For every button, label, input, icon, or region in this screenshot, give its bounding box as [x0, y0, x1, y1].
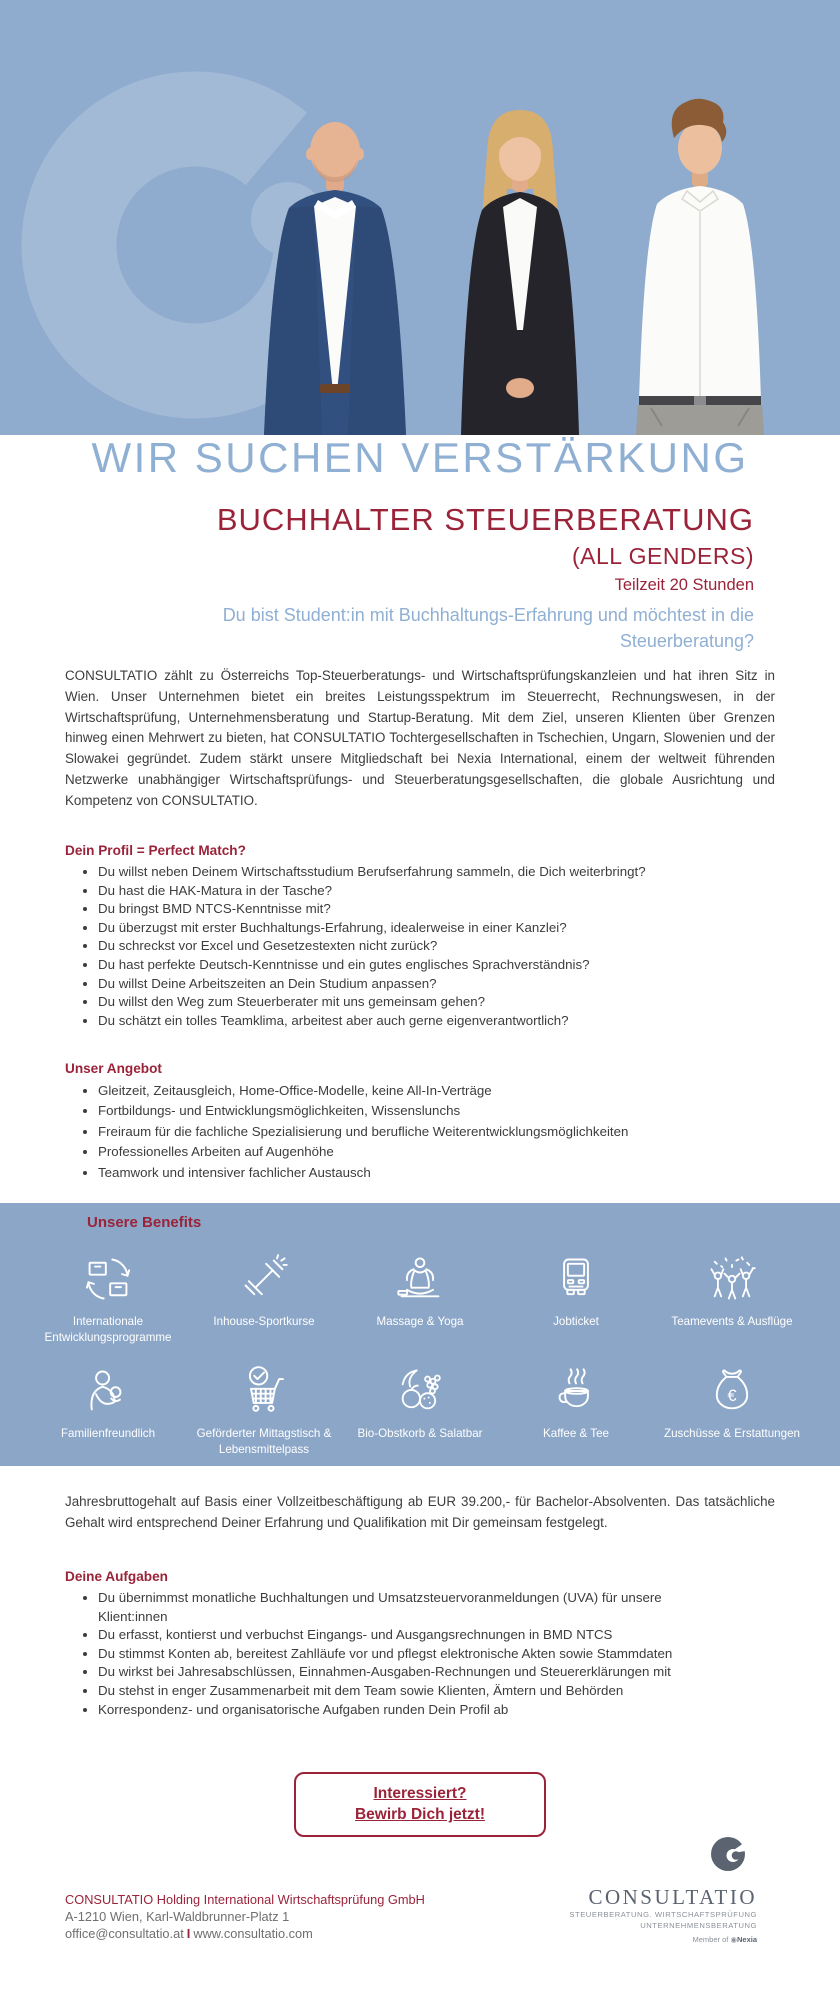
logo-member-line — [569, 1935, 757, 1944]
consultatio-logo — [569, 1834, 757, 1944]
footer-email-link[interactable]: office@consultatio.at — [65, 1926, 184, 1941]
logo-tagline-1: STEUERBERATUNG. WIRTSCHAFTSPRÜFUNG — [569, 1910, 757, 1919]
benefit-label: Kaffee & Tee — [543, 1427, 609, 1440]
job-hours: Teilzeit 20 Stunden — [614, 576, 754, 594]
section-offer-title: Unser Angebot — [65, 1061, 162, 1076]
list-item: • Du hast perfekte Deutsch-Kenntnisse und ein gutes englisches Sprachverständnis? — [98, 956, 777, 975]
list-item: • Du schreckst vor Excel und Gesetzestexten nicht zurück? — [98, 937, 777, 956]
list-item: • Du willst Deine Arbeitszeiten an Dein Studium anpassen? — [98, 975, 777, 994]
tram-icon — [550, 1247, 602, 1305]
profile-list — [65, 863, 777, 1030]
hero-photo-band — [0, 0, 840, 435]
footer-company-name: CONSULTATIO Holding International Wirtschaftsprüfung GmbH — [65, 1892, 425, 1907]
list-item: • Freiraum für die fachliche Spezialisierung und berufliche Weiterentwicklungsmöglichkeiten — [98, 1122, 777, 1142]
list-item: • Du willst neben Deinem Wirtschaftsstudium Berufserfahrung sammeln, die Dich weiterbringt? — [98, 863, 777, 882]
benefit-label: Inhouse-Sportkurse — [213, 1315, 315, 1328]
job-title-block — [109, 501, 754, 654]
list-item: • Fortbildungs- und Entwicklungsmöglichkeiten, Wissenslunchs — [98, 1101, 777, 1121]
job-subtitle: Du bist Student:in mit Buchhaltungs-Erfahrung und möchtest in die Steuerberatung? — [222, 605, 754, 651]
list-item: • Du überzugst mit erster Buchhaltungs-Erfahrung, idealerweise in einer Kanzlei? — [98, 919, 777, 938]
section-offer — [65, 1061, 777, 1183]
list-item: • Gleitzeit, Zeitausgleich, Home-Office-Modelle, keine All-In-Verträge — [98, 1081, 777, 1101]
benefit-label: Massage & Yoga — [376, 1315, 464, 1328]
footer-address: A-1210 Wien, Karl-Waldbrunner-Platz 1 — [65, 1909, 290, 1924]
footer-contact-line — [65, 1925, 425, 1942]
benefit-item — [30, 1247, 186, 1345]
intro-paragraph: CONSULTATIO zählt zu Österreichs Top-Steuerberatungs- und Wirtschaftsprüfungskanzleien und hat ihren Sitz in Wien. Unser Unternehmen bietet ein breites Leistungsspektrum im Steuerrecht, Rechnungswesen, in der Wirtschaftsprüfung, Unternehmensberatung und Startup-Beratung. Mit dem Ziel, unseren Klienten über Grenzen hinweg einen Mehrwert zu bieten, hat CONSULTATIO Tochtergesellschaften in Tschechien, Ungarn, Slowenien und der Slowakei gegründet. Zudem stärkt unsere Mitgliedschaft bei Nexia International, einem der weltweit führenden Netzwerke unabhängiger Wirtschaftsprüfungs- und Steuerberatungsgesellschaften, die globale Ausrichtung und Kompetenz von CONSULTATIO. — [65, 668, 775, 808]
list-item: • Du stehst in enger Zusammenarbeit mit dem Team sowie Klienten, Ämtern und Behörden — [98, 1682, 702, 1701]
team-photo — [0, 0, 840, 435]
benefit-label: Zuschüsse & Erstattungen — [664, 1427, 800, 1440]
dumbbell-icon — [238, 1247, 290, 1305]
offer-list — [65, 1081, 777, 1183]
benefit-label: Jobticket — [553, 1315, 599, 1328]
logo-tagline-2: UNTERNEHMENSBERATUNG — [640, 1920, 757, 1930]
benefit-item — [498, 1247, 654, 1345]
apply-button[interactable] — [294, 1772, 546, 1837]
list-item: • Du willst den Weg zum Steuerberater mit uns gemeinsam gehen? — [98, 993, 777, 1012]
benefit-label: Familienfreundlich — [60, 1427, 156, 1440]
benefit-item — [498, 1359, 654, 1457]
list-item: • Du bringst BMD NTCS-Kenntnisse mit? — [98, 900, 777, 919]
fruits-icon — [394, 1359, 446, 1417]
logo-wordmark: CONSULTATIO — [588, 1885, 757, 1909]
apply-button-line1: Interessiert? — [373, 1785, 467, 1802]
benefit-item — [654, 1247, 810, 1345]
benefits-band — [0, 1203, 840, 1466]
svg-text:€: € — [727, 1386, 737, 1405]
section-tasks-title: Deine Aufgaben — [65, 1569, 168, 1584]
nexia-brand: Nexia — [736, 1935, 757, 1944]
benefit-label: Internationale Entwicklungsprogramme — [44, 1315, 172, 1344]
apply-button-line2: Bewirb Dich jetzt! — [354, 1806, 486, 1823]
benefits-grid — [30, 1247, 810, 1457]
yoga-icon — [394, 1247, 446, 1305]
benefits-title: Unsere Benefits — [87, 1214, 202, 1231]
benefit-label: Bio-Obstkorb & Salatbar — [357, 1427, 483, 1440]
family-icon — [82, 1359, 134, 1417]
list-item: • Du hast die HAK-Matura in der Tasche? — [98, 882, 777, 901]
person-woman-blazer — [461, 110, 579, 435]
list-item: • Du stimmst Konten ab, bereitest Zahlläufe vor und pflegst elektronische Akten sowie Stammdaten — [98, 1645, 702, 1664]
team-celebration-icon — [706, 1247, 758, 1305]
list-item: • Du erfasst, kontierst und verbuchst Eingangs- und Ausgangsrechnungen in BMD NTCS — [98, 1626, 702, 1645]
money-bag-icon — [706, 1359, 758, 1417]
coffee-icon — [550, 1359, 602, 1417]
benefit-item — [342, 1359, 498, 1457]
benefit-label: Geförderter Mittagstisch & Lebensmittelpass — [196, 1427, 332, 1456]
cart-check-icon — [238, 1359, 290, 1417]
person-man-shirt — [636, 99, 764, 435]
boxes-sync-icon — [82, 1247, 134, 1305]
list-item: • Professionelles Arbeiten auf Augenhöhe — [98, 1142, 777, 1162]
job-title-genders: (ALL GENDERS) — [571, 543, 754, 569]
section-tasks — [65, 1569, 777, 1719]
tasks-list — [65, 1589, 777, 1719]
salary-paragraph: Jahresbruttogehalt auf Basis einer Vollzeitbeschäftigung ab EUR 39.200,- für Bachelor-Absolventen. Das tatsächliche Gehalt wird entsprechend Deiner Erfahrung und Qualifikation mit Dir gemeinsam festgelegt. — [65, 1494, 775, 1530]
consultatio-c-mark-icon — [709, 1834, 751, 1874]
benefit-label: Teamevents & Ausflüge — [671, 1315, 793, 1328]
page-title: WIR SUCHEN VERSTÄRKUNG — [91, 434, 749, 481]
section-profile-title: Dein Profil = Perfect Match? — [65, 843, 246, 858]
footer-separator: I — [186, 1926, 191, 1941]
nexia-icon: ◉ — [730, 1935, 737, 1944]
list-item: • Du übernimmst monatliche Buchhaltungen und Umsatzsteuervoranmeldungen (UVA) für unsere Klient:innen — [98, 1589, 702, 1626]
job-title: BUCHHALTER STEUERBERATUNG — [216, 502, 754, 537]
footer-contact-block — [65, 1891, 425, 1942]
list-item: • Teamwork und intensiver fachlicher Austausch — [98, 1163, 777, 1183]
section-profile — [65, 843, 777, 1030]
benefit-item — [30, 1359, 186, 1457]
benefit-item — [186, 1247, 342, 1345]
list-item: • Du schätzt ein tolles Teamklima, arbeitest aber auch gerne eigenverantwortlich? — [98, 1012, 777, 1031]
benefit-item — [654, 1359, 810, 1457]
list-item: • Korrespondenz- und organisatorische Aufgaben runden Dein Profil ab — [98, 1701, 702, 1720]
person-man-suit — [264, 122, 406, 435]
member-prefix: Member of — [692, 1935, 729, 1944]
list-item: • Du wirkst bei Jahresabschlüssen, Einnahmen-Ausgaben-Rechnungen und Steuererklärungen mit — [98, 1663, 702, 1682]
footer-website-link[interactable]: www.consultatio.com — [193, 1926, 313, 1941]
benefit-item — [342, 1247, 498, 1345]
benefit-item — [186, 1359, 342, 1457]
